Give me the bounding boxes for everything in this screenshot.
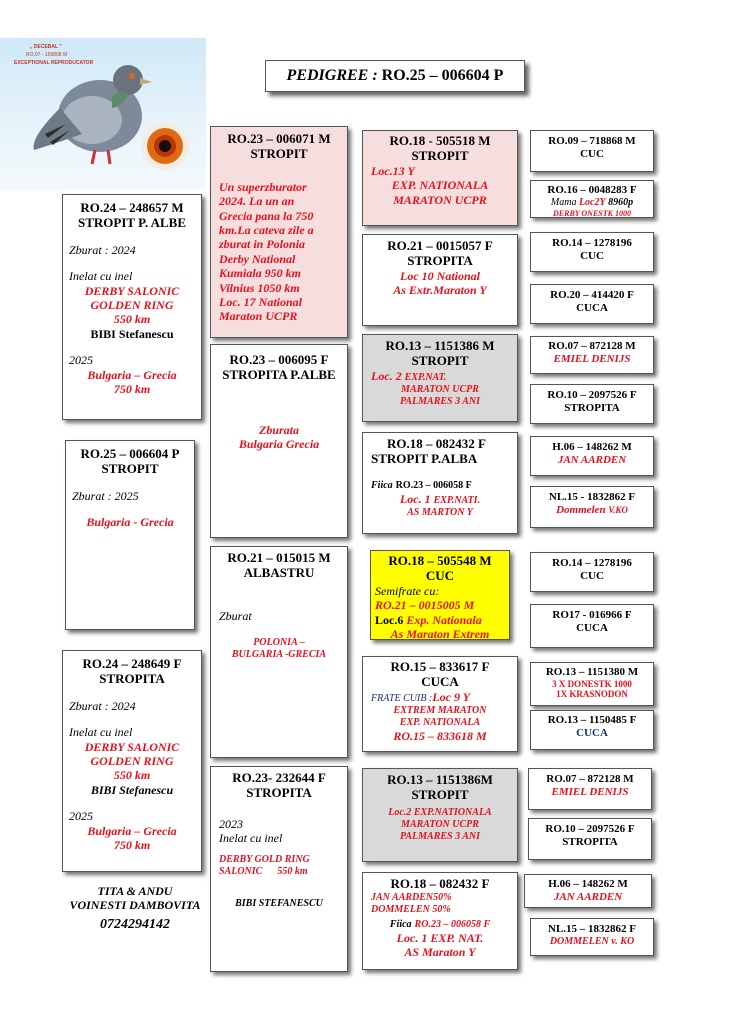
- pigeon-color: STROPITA: [246, 784, 312, 800]
- text-line: EXP.NAT.: [404, 371, 447, 383]
- text-line: DERBY GOLD RING: [219, 853, 310, 865]
- text-line: Bulgaria – Grecia: [87, 367, 177, 382]
- ring-number: RO.21 – 015015 M: [227, 550, 331, 565]
- text-line: GOLDEN RING: [90, 754, 174, 769]
- text-line: Zburat : 2024: [69, 698, 136, 713]
- text-line: GOLDEN RING: [90, 298, 174, 313]
- text-line: Dommelen: [556, 503, 606, 516]
- text-line: Loc2Y: [578, 196, 606, 208]
- ring-number: RO.23- 232644 F: [232, 770, 326, 785]
- text-line: Zburata: [258, 422, 299, 437]
- text-line: MARATON UCPR: [401, 818, 479, 830]
- text-line: DERBY SALONIC: [84, 283, 180, 298]
- breeder-footer: [55, 884, 215, 934]
- ring-number: RO.18 – 082432 F: [390, 876, 490, 891]
- text-line: PALMARES 3 ANI: [399, 395, 481, 407]
- ring-number: RO.07 – 872128 M: [548, 340, 636, 352]
- pedigree-title-box: [265, 60, 525, 92]
- grandsire-card-1: [210, 126, 348, 338]
- text-line: Bulgaria – Grecia: [87, 823, 177, 838]
- text-line: As Extr.Maraton Y: [393, 283, 487, 298]
- ancestor-card-c4-1: [530, 130, 654, 172]
- text-line: Grecia pana la 750: [219, 208, 314, 223]
- text-line: Semifrate cu:: [375, 583, 440, 598]
- ring-number: NL.15 – 1832862 F: [548, 923, 636, 935]
- pigeon-color: STROPIT P. ALBE: [77, 214, 187, 230]
- text-line: 2025: [69, 809, 93, 824]
- ring-number: RO.25 – 006604 P: [80, 446, 180, 461]
- text-line: 2025: [69, 353, 93, 368]
- text-line: AS MARTON Y: [407, 506, 473, 518]
- ring-number: H.06 – 148262 M: [548, 878, 628, 890]
- pigeon-color: CUC: [580, 147, 604, 160]
- ring-number: RO.16 – 0048283 F: [547, 184, 637, 196]
- text-line: Loc. 1: [399, 491, 431, 506]
- pigeon-color: STROPIT P.ALBA: [371, 450, 478, 466]
- pigeon-color: CUC: [580, 249, 604, 262]
- text-line: 3 X DONESTK 1000: [552, 678, 632, 689]
- ring-number: RO.18 – 082432 F: [387, 436, 486, 451]
- granddam-card-1: [210, 344, 348, 538]
- text-line: RO.15 – 833618 M: [393, 728, 487, 743]
- breeder-names: TITA & ANDU: [97, 884, 173, 898]
- breeder-phone: 0724294142: [100, 916, 170, 932]
- ring-number: RO.13 – 1151386 M: [385, 338, 495, 353]
- ring-number: RO.13 – 1151386M: [387, 772, 493, 787]
- ancestor-card-c3-8: [362, 872, 518, 970]
- text-line: JAN AARDEN50%: [371, 891, 452, 903]
- text-line: 1X KRASNODON: [556, 689, 628, 700]
- ancestor-card-c4-11: [530, 662, 654, 706]
- text-line: EXP.NATI.: [433, 494, 481, 506]
- text-line: Zburat : 2025: [72, 488, 139, 503]
- text-line: BIBI Stefanescu: [90, 326, 174, 341]
- text-line: zburat in Polonia: [219, 237, 306, 252]
- dam-card: [62, 650, 202, 872]
- text-line: Zburat: [219, 608, 252, 623]
- text-line: Loc 10 National: [400, 268, 480, 283]
- text-line: DERBY SALONIC: [84, 739, 180, 754]
- text-line: BIBI Stefanescu: [90, 782, 174, 797]
- text-line: 2023: [219, 816, 243, 831]
- pigeon-color: CUCA: [576, 621, 608, 634]
- sire-card: [62, 194, 202, 420]
- pigeon-color: STROPITA: [99, 670, 165, 686]
- ring-number: RO17 - 016966 F: [552, 609, 632, 621]
- pigeon-color: CUCA: [576, 301, 608, 314]
- text-line: Bulgaria Grecia: [238, 437, 320, 452]
- pigeon-color: STROPITA: [562, 835, 618, 848]
- ancestor-card-c3-4: [362, 432, 518, 534]
- text-line: Bulgaria - Grecia: [86, 515, 174, 530]
- pedigree-ring: RO.25 – 006604 P: [381, 67, 504, 84]
- logo-caption: EXCEPTIONAL REPRODUCATOR: [14, 60, 94, 66]
- pedigree-label: PEDIGREE :: [286, 67, 378, 84]
- ring-number: NL.15 - 1832862 F: [548, 491, 636, 503]
- text-line: Un superzburator: [219, 179, 307, 194]
- pigeon-color: CUCA: [421, 673, 459, 689]
- grandsire-card-2: [210, 546, 348, 758]
- text-line: Loc.13 Y: [371, 163, 415, 178]
- granddam-card-2: [210, 766, 348, 972]
- pigeon-color: STROPIT: [411, 147, 469, 163]
- ring-number: RO.24 – 248649 F: [82, 656, 182, 671]
- text-line: Loc 9 Y: [432, 689, 471, 704]
- ancestor-card-c4-10: [530, 604, 654, 648]
- ancestor-card-c4-16: [530, 918, 654, 956]
- ancestor-card-c3-3: [362, 334, 518, 422]
- ancestor-card-c4-12: [530, 710, 654, 750]
- pigeon-color: STROPITA P.ALBE: [222, 366, 336, 382]
- text-line: 550 km: [113, 312, 151, 327]
- text-line: Vilnius 1050 km: [219, 280, 300, 295]
- text-line: EXTREM MARATON: [393, 704, 487, 716]
- text-line: Inelat cu inel: [219, 831, 283, 846]
- text-line: Mama: [550, 196, 577, 208]
- text-line: MARATON UCPR: [393, 192, 487, 207]
- ring-number: RO.23 – 006095 F: [229, 352, 329, 367]
- text-line: km.La cateva zile a: [219, 223, 314, 238]
- text-line: EMIEL DENIJS: [551, 785, 629, 798]
- ring-number: RO.13 – 1151380 M: [545, 666, 639, 678]
- ring-number: H.06 – 148262 M: [552, 441, 632, 453]
- text-line: EXP. NATIONALA: [399, 716, 481, 728]
- ring-number: RO.14 – 1278196: [552, 237, 632, 249]
- text-line: PALMARES 3 ANI: [399, 830, 481, 842]
- text-line: JAN AARDEN: [557, 453, 627, 466]
- text-line: EXP. NATIONALA: [391, 178, 489, 193]
- ancestor-card-c3-1: [362, 130, 518, 226]
- text-line: Loc.2 EXP.NATIONALA: [388, 806, 492, 818]
- logo-ring: RO.07 - 159808 M: [26, 52, 68, 58]
- ring-number: RO.24 – 248657 M: [80, 200, 184, 215]
- ring-number: RO.21 – 0015057 F: [387, 238, 493, 253]
- text-line: RO.23 – 006058 F: [395, 479, 472, 491]
- pigeon-color: STROPITA: [564, 401, 620, 414]
- text-line: 750 km: [113, 838, 151, 852]
- ancestor-card-c4-15: [524, 874, 652, 908]
- ancestor-card-c3-5: [370, 550, 510, 640]
- ring-number: RO.15 – 833617 F: [390, 659, 490, 674]
- ancestor-card-c4-5: [530, 336, 654, 374]
- ancestor-card-c4-9: [530, 552, 654, 592]
- pigeon-color: STROPIT: [101, 460, 159, 476]
- text-line: MARATON UCPR: [401, 383, 479, 395]
- ancestor-card-c3-7: [362, 768, 518, 862]
- text-line: Maraton UCPR: [219, 309, 298, 324]
- text-line: Loc.6: [375, 612, 404, 627]
- logo-name: „ DECEBAL ": [30, 44, 62, 50]
- ancestor-card-c4-2: [530, 180, 654, 218]
- ring-number: RO.18 - 505518 M: [389, 133, 491, 148]
- text-line: 8960p: [608, 196, 634, 208]
- ring-number: RO.20 – 414420 F: [550, 289, 634, 301]
- text-line: Fiica: [389, 918, 412, 930]
- pigeon-color: CUCA: [576, 726, 608, 739]
- text-line: BULGARIA -GRECIA: [231, 649, 327, 661]
- ring-number: RO.23 – 006071 M: [227, 131, 331, 146]
- text-line: RO.21 – 0015005 M: [375, 598, 475, 613]
- ring-number: RO.18 – 505548 M: [388, 553, 492, 568]
- text-line: EMIEL DENIJS: [553, 352, 631, 365]
- ancestor-card-c4-6: [530, 384, 654, 424]
- ancestor-card-c4-14: [528, 818, 652, 860]
- text-line: Kumiala 950 km: [219, 266, 302, 281]
- breeder-location: VOINESTI DAMBOVITA: [69, 898, 201, 913]
- pigeon-color: ALBASTRU: [243, 564, 315, 580]
- text-line: V.KO: [608, 504, 628, 515]
- text-line: Fiica: [371, 479, 393, 491]
- text-line: Derby National: [219, 251, 296, 266]
- text-line: Loc. 1 EXP. NAT.: [396, 930, 484, 945]
- text-line: Loc. 17 National: [219, 295, 302, 309]
- text-line: RO.23 – 006058 F: [414, 918, 491, 930]
- ring-number: RO.13 – 1150485 F: [547, 714, 637, 726]
- text-line: JAN AARDEN: [553, 890, 623, 903]
- pigeon-color: CUC: [425, 567, 455, 583]
- text-line: As Maraton Extrem: [390, 627, 490, 640]
- ring-number: RO.09 – 718868 M: [548, 135, 636, 147]
- text-line: DERBY ONESTK 1000: [553, 208, 631, 218]
- text-line: Loc. 2: [371, 368, 402, 383]
- text-line: DOMMELEN 50%: [371, 903, 451, 915]
- pigeon-color: STROPIT: [411, 352, 469, 368]
- pigeon-color: STROPITA: [407, 252, 473, 268]
- ring-number: RO.07 – 872128 M: [546, 773, 634, 785]
- logo-image: [0, 38, 206, 190]
- ring-number: RO.10 – 2097526 F: [545, 823, 635, 835]
- text-line: AS Maraton Y: [404, 945, 476, 960]
- ancestor-card-c4-7: [530, 436, 654, 476]
- text-line: DOMMELEN v. KO: [549, 935, 635, 947]
- text-line: POLONIA –: [253, 637, 305, 649]
- ancestor-card-c4-4: [530, 284, 654, 324]
- ring-number: RO.10 – 2097526 F: [547, 389, 637, 401]
- text-line: 550 km: [113, 768, 151, 783]
- pigeon-color: STROPIT: [250, 145, 308, 161]
- subject-card: [65, 440, 195, 630]
- ancestor-card-c4-8: [530, 486, 654, 528]
- pigeon-color: STROPIT: [411, 786, 469, 802]
- ring-number: RO.14 – 1278196: [552, 557, 632, 569]
- ancestor-card-c4-3: [530, 232, 654, 272]
- text-line: 2024. La un an: [219, 194, 295, 209]
- pigeon-color: CUC: [580, 569, 604, 582]
- text-line: FRATE CUIB :: [371, 692, 433, 704]
- ancestor-card-c4-13: [528, 768, 652, 810]
- text-line: Inelat cu inel: [69, 269, 133, 284]
- text-line: 750 km: [113, 382, 151, 396]
- text-line: Zburat : 2024: [69, 242, 136, 257]
- ancestor-card-c3-6: [362, 656, 518, 752]
- text-line: Exp. Nationala: [406, 612, 482, 627]
- text-line: SALONIC 550 km: [219, 865, 308, 877]
- ancestor-card-c3-2: [362, 234, 518, 326]
- text-line: Inelat cu inel: [69, 725, 133, 740]
- text-line: BIBI STEFANESCU: [235, 897, 323, 909]
